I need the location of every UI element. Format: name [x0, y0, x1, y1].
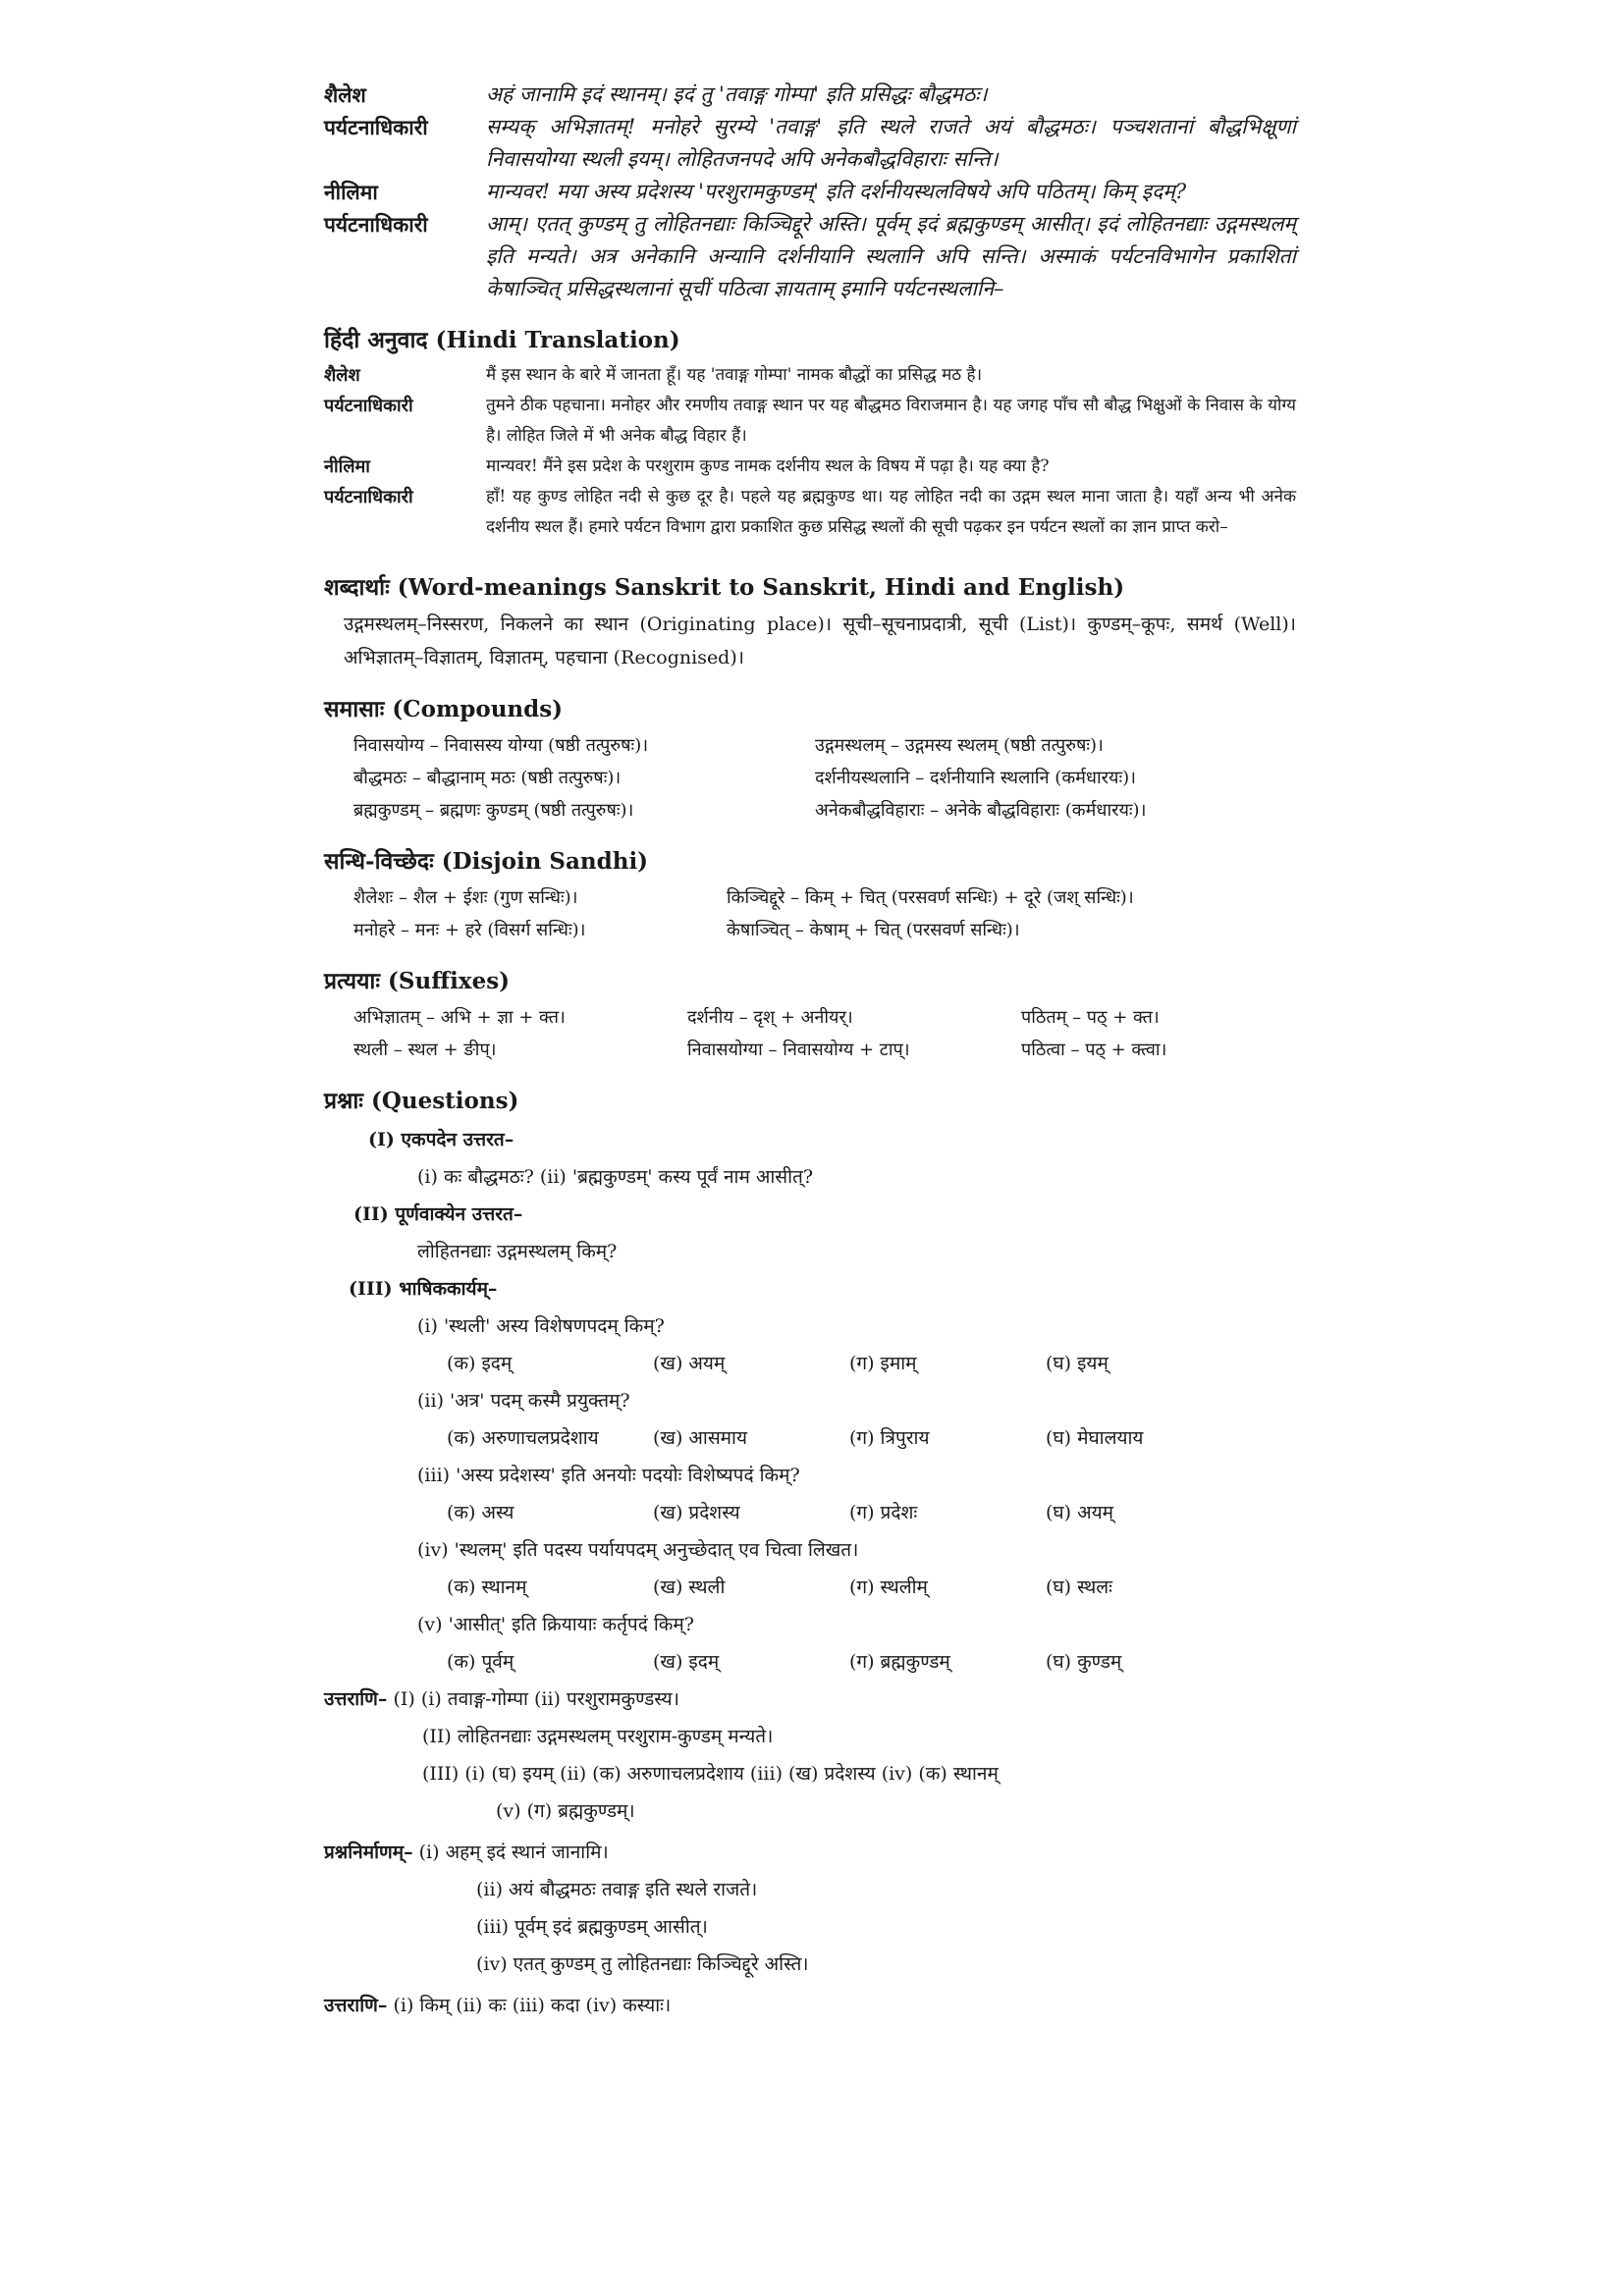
answer-line: (II) लोहितनद्याः उद्गमस्थलम् परशुराम-कुण्डम् मन्यते। — [422, 1726, 774, 1747]
questions-block — [324, 1121, 1296, 1681]
compound-item: अनेकबौद्धविहाराः – अनेके बौद्धविहाराः (कर्मधारयः)। — [815, 800, 1147, 821]
suffixes-grid — [353, 1001, 1296, 1066]
answer-line: (v) (ग) ब्रह्मकुण्डम्। — [496, 1800, 635, 1822]
compound-item: दर्शनीयस्थलानि – दर्शनीयानि स्थलानि (कर्मधारयः)। — [815, 768, 1136, 788]
dialogue-line — [324, 79, 1296, 111]
speaker-name: पर्यटनाधिकारी — [324, 487, 413, 507]
question-formation-label: प्रश्ननिर्माणम्– — [324, 1842, 413, 1863]
mcq-options — [447, 1419, 1296, 1457]
sanskrit-dialogue — [324, 79, 1296, 305]
question-text: (i) कः बौद्धमठः? (ii) 'ब्रह्मकुण्डम्' कस्य पूर्वं नाम आसीत्? — [417, 1166, 814, 1188]
mcq-option: (ख) आसमाय — [653, 1427, 747, 1449]
formation-line: (iv) एतत् कुण्डम् तु लोहितनद्याः किञ्चिद्दूरे अस्ति। — [476, 1953, 809, 1975]
speaker-name: नीलिमा — [324, 180, 378, 204]
formation-line: (ii) अयं बौद्धमठः तवाङ्ग इति स्थले राजते। — [476, 1879, 758, 1900]
mcq-option: (ग) ब्रह्मकुण्डम् — [849, 1651, 950, 1673]
compound-item: निवासयोग्य – निवासस्य योग्या (षष्ठी तत्पुरुषः)। — [353, 735, 649, 756]
mcq-option: (क) पूर्वम् — [447, 1651, 514, 1673]
dialogue-text: तुमने ठीक पहचाना। मनोहर और रमणीय तवाङ्ग स्थान पर यह बौद्धमठ विराजमान है। यह जगह पाँच सौ बौद्ध भिक्षुओं के निवास के योग्य है। लोहित जिले में भी अनेक बौद्ध विहार हैं। — [486, 396, 1296, 446]
compound-item: बौद्धमठः – बौद्धानाम् मठः (षष्ठी तत्पुरुषः)। — [353, 768, 622, 788]
question-text: लोहितनद्याः उद्गमस्थलम् किम्? — [417, 1241, 618, 1262]
sandhi-item: शैलेशः – शैल + ईशः (गुण सन्धिः)। — [353, 887, 578, 908]
final-answers-block — [324, 1987, 1296, 2024]
sandhi-item: केषाञ्चित् – केषाम् + चित् (परसवर्ण सन्धिः)। — [727, 920, 1020, 940]
suffix-item: दर्शनीय – दृश् + अनीयर्। — [687, 1007, 853, 1028]
answers-block — [324, 1681, 1296, 1830]
final-answers-text: (i) किम् (ii) कः (iii) कदा (iv) कस्याः। — [393, 1995, 672, 2016]
formation-line: (i) अहम् इदं स्थानं जानामि। — [418, 1842, 609, 1863]
mcq-option: (घ) मेघालयाय — [1046, 1427, 1144, 1449]
mcq-option: (ग) प्रदेशः — [849, 1502, 918, 1523]
mcq-option: (ख) स्थली — [653, 1576, 726, 1598]
dialogue-text: मान्यवर! मैंने इस प्रदेश के परशुराम कुण्ड नामक दर्शनीय स्थल के विषय में पढ़ा है। यह क्या है? — [486, 456, 1050, 476]
dialogue-line — [324, 482, 1296, 543]
mcq-option: (घ) अयम् — [1046, 1502, 1113, 1523]
suffix-item: पठितम् – पठ् + क्त। — [1021, 1007, 1160, 1028]
dialogue-text: सम्यक् अभिज्ञातम्! मनोहरे सुरम्ये 'तवाङ्ग' इति स्थले राजते अयं बौद्धमठः। पञ्चशतानां बौद्धभिक्षूणां निवासयोग्या स्थली इयम्। लोहितजनपदे अपि अनेकबौद्धविहाराः सन्ति। — [486, 115, 1296, 171]
dialogue-line — [324, 208, 1296, 305]
dialogue-line — [324, 391, 1296, 452]
compounds-heading: समासाः (Compounds) — [324, 696, 564, 722]
mcq-option: (घ) इयम् — [1046, 1353, 1109, 1374]
mcq-option: (ख) इदम् — [653, 1651, 720, 1673]
mcq-option: (क) स्थानम् — [447, 1576, 527, 1598]
question-group-label: (II) पूर्णवाक्येन उत्तरत– — [353, 1203, 523, 1225]
mcq-option: (क) अस्य — [447, 1502, 514, 1523]
dialogue-text: मान्यवर! मया अस्य प्रदेशस्य 'परशुरामकुण्डम्' इति दर्शनीयस्थलविषये अपि पठितम्। किम् इदम्? — [486, 180, 1187, 203]
suffix-item: स्थली – स्थल + ङीप्। — [353, 1040, 497, 1060]
mcq-question: (v) 'आसीत्' इति क्रियायाः कर्तृपदं किम्? — [417, 1614, 694, 1635]
mcq-option: (घ) कुण्डम् — [1046, 1651, 1122, 1673]
compounds-grid — [353, 729, 1296, 827]
page — [324, 79, 1296, 2024]
questions-heading: प्रश्नाः (Questions) — [324, 1088, 519, 1114]
mcq-question: (ii) 'अत्र' पदम् कस्मै प्रयुक्तम्? — [417, 1390, 630, 1412]
sandhi-heading: सन्धि-विच्छेदः (Disjoin Sandhi) — [324, 848, 649, 875]
mcq-options — [447, 1643, 1296, 1681]
speaker-name: नीलिमा — [324, 456, 370, 477]
speaker-name: शैलेश — [324, 82, 366, 107]
mcq-question: (iv) 'स्थलम्' इति पदस्य पर्यायपदम् अनुच्छेदात् एव चित्वा लिखत। — [417, 1539, 859, 1561]
mcq-option: (ख) प्रदेशस्य — [653, 1502, 740, 1523]
suffixes-heading: प्रत्ययाः (Suffixes) — [324, 968, 511, 994]
final-answers-label: उत्तराणि– — [324, 1995, 388, 2016]
dialogue-text: अहं जानामि इदं स्थानम्। इदं तु 'तवाङ्ग गोम्पा' इति प्रसिद्धः बौद्धमठः। — [486, 82, 988, 106]
hindi-translation-heading: हिंदी अनुवाद (Hindi Translation) — [324, 327, 680, 353]
hindi-dialogue — [324, 360, 1296, 543]
mcq-option: (ख) अयम् — [653, 1353, 726, 1374]
answers-label: उत्तराणि– — [324, 1688, 388, 1710]
suffix-item: अभिज्ञातम् – अभि + ज्ञा + क्त। — [353, 1007, 566, 1028]
answer-line: (I) (i) तवाङ्ग-गोम्पा (ii) परशुरामकुण्डस्य। — [393, 1688, 679, 1710]
question-group-label: (I) एकपदेन उत्तरत– — [368, 1129, 514, 1150]
speaker-name: पर्यटनाधिकारी — [324, 396, 413, 416]
dialogue-line — [324, 111, 1296, 176]
dialogue-line — [324, 360, 1296, 391]
suffix-item: निवासयोग्या – निवासयोग्य + टाप्। — [687, 1040, 910, 1060]
speaker-name: पर्यटनाधिकारी — [324, 212, 428, 237]
sandhi-grid — [353, 881, 1296, 946]
mcq-option: (क) अरुणाचलप्रदेशाय — [447, 1427, 599, 1449]
dialogue-line — [324, 452, 1296, 482]
word-meanings-text: उद्गमस्थलम्–निस्सरण, निकलने का स्थान (Originating place)। सूची–सूचनाप्रदात्री, सूची (List)। कुण्डम्–कूपः, समर्थ (Well)। अभिज्ञातम्–विज्ञातम्, विज्ञातम्, पहचाना (Recognised)। — [344, 614, 1296, 668]
dialogue-text: हाँ! यह कुण्ड लोहित नदी से कुछ दूर है। पहले यह ब्रह्मकुण्ड था। यह लोहित नदी का उद्गम स्थल माना जाता है। यहाँ अन्य भी अनेक दर्शनीय स्थल हैं। हमारे पर्यटन विभाग द्वारा प्रकाशित कुछ प्रसिद्ध स्थलों की सूची पढ़कर इन पर्यटन स्थलों का ज्ञान प्राप्त करो– — [486, 487, 1296, 537]
speaker-name: पर्यटनाधिकारी — [324, 115, 428, 139]
compound-item: उद्गमस्थलम् – उद्गमस्य स्थलम् (षष्ठी तत्पुरुषः)। — [815, 735, 1104, 756]
mcq-option: (क) इदम् — [447, 1353, 513, 1374]
mcq-option: (ग) इमाम् — [849, 1353, 917, 1374]
dialogue-text: आम्। एतत् कुण्डम् तु लोहितनद्याः किञ्चिद्दूरे अस्ति। पूर्वम् इदं ब्रह्मकुण्डम् आसीत्। इदं लोहितनद्याः उद्गमस्थलम् इति मन्यते। अत्र अनेकानि अन्यानि दर्शनीयानि स्थलानि अपि सन्ति। अस्माकं पर्यटनविभागेन प्रकाशितां केषाञ्चित् प्रसिद्धस्थलानां सूचीं पठित्वा ज्ञायताम् इमानि पर्यटनस्थलानि– — [486, 212, 1296, 300]
mcq-options — [447, 1345, 1296, 1382]
mcq-option: (ग) त्रिपुराय — [849, 1427, 930, 1449]
word-meanings-heading: शब्दार्थाः (Word-meanings Sanskrit to Sanskrit, Hindi and English) — [324, 574, 1125, 601]
sandhi-item: किञ्चिद्दूरे – किम् + चित् (परसवर्ण सन्धिः) + दूरे (जश् सन्धिः)। — [727, 887, 1134, 908]
compound-item: ब्रह्मकुण्डम् – ब्रह्मणः कुण्डम् (षष्ठी तत्पुरुषः)। — [353, 800, 634, 821]
mcq-options — [447, 1494, 1296, 1531]
question-group-label: (III) भाषिककार्यम्– — [349, 1278, 498, 1300]
dialogue-text: मैं इस स्थान के बारे में जानता हूँ। यह 'तवाङ्ग गोम्पा' नामक बौद्धों का प्रसिद्ध मठ है। — [486, 365, 983, 385]
mcq-options — [447, 1569, 1296, 1606]
mcq-question: (iii) 'अस्य प्रदेशस्य' इति अनयोः पदयोः विशेष्यपदं किम्? — [417, 1465, 800, 1486]
mcq-option: (ग) स्थलीम् — [849, 1576, 928, 1598]
speaker-name: शैलेश — [324, 365, 360, 386]
formation-line: (iii) पूर्वम् इदं ब्रह्मकुण्डम् आसीत्। — [476, 1916, 708, 1938]
answer-line: (III) (i) (घ) इयम् (ii) (क) अरुणाचलप्रदेशाय (iii) (ख) प्रदेशस्य (iv) (क) स्थानम् — [422, 1763, 999, 1785]
mcq-option: (घ) स्थलः — [1046, 1576, 1112, 1598]
question-formation-block — [324, 1834, 1296, 1983]
sandhi-item: मनोहरे – मनः + हरे (विसर्ग सन्धिः)। — [353, 920, 586, 940]
dialogue-line — [324, 176, 1296, 208]
mcq-question: (i) 'स्थली' अस्य विशेषणपदम् किम्? — [417, 1315, 665, 1337]
suffix-item: पठित्वा – पठ् + क्त्वा। — [1021, 1040, 1167, 1060]
